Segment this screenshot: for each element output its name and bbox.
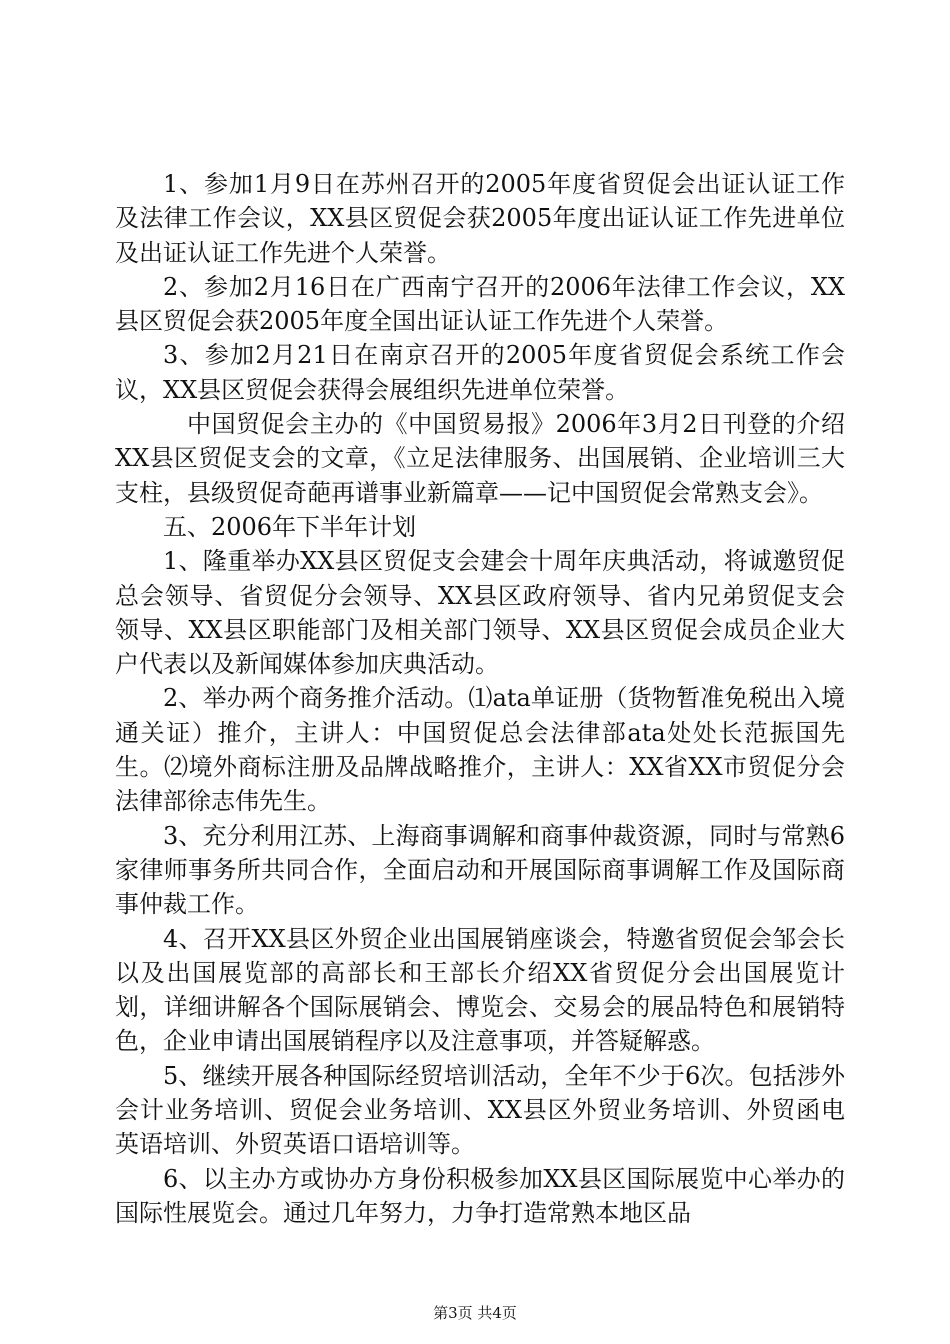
paragraph-4: 中国贸促会主办的《中国贸易报》2006年3月2日刊登的介绍XX县区贸促支会的文章，《立足法律服务、出国展销、企业培训三大支柱，县级贸促奇葩再谱事业新篇章——记中国贸促会常熟支会》。	[115, 410, 845, 507]
paragraph-1: 1、参加1月9日在苏州召开的2005年度省贸促会出证认证工作及法律工作会议，XX县区贸促会获2005年度出证认证工作先进单位及出证认证工作先进个人荣誉。	[115, 170, 845, 267]
paragraph-8: 3、充分利用江苏、上海商事调解和商事仲裁资源，同时与常熟6家律师事务所共同合作，全面启动和开展国际商事调解工作及国际商事仲裁工作。	[115, 821, 845, 919]
paragraph-6: 1、隆重举办XX县区贸促支会建会十周年庆典活动，将诚邀贸促总会领导、省贸促分会领导、XX县区政府领导、省内兄弟贸促支会领导、XX县区职能部门及相关部门领导、XX县区贸促会成员企业大户代表以及新闻媒体参加庆典活动。	[115, 547, 845, 679]
paragraph-11: 6、以主办方或协办方身份积极参加XX县区国际展览中心举办的国际性展览会。通过几年努力，力争打造常熟本地区品	[115, 1164, 845, 1227]
paragraph-10: 5、继续开展各种国际经贸培训活动，全年不少于6次。包括涉外会计业务培训、贸促会业务培训、XX县区外贸业务培训、外贸函电英语培训、外贸英语口语培训等。	[115, 1061, 845, 1159]
document-body	[115, 167, 845, 1230]
paragraph-9: 4、召开XX县区外贸企业出国展销座谈会，特邀省贸促会邹会长以及出国展览部的高部长和王部长介绍XX省贸促分会出国展览计划，详细讲解各个国际展销会、博览会、交易会的展品特色和展销特色，企业申请出国展销程序以及注意事项，并答疑解惑。	[115, 924, 845, 1056]
paragraph-3: 3、参加2月21日在南京召开的2005年度省贸促会系统工作会议，XX县区贸促会获得会展组织先进单位荣誉。	[115, 341, 845, 404]
paragraph-2: 2、参加2月16日在广西南宁召开的2006年法律工作会议，XX县区贸促会获2005年度全国出证认证工作先进个人荣誉。	[115, 272, 845, 336]
paragraph-7: 2、举办两个商务推介活动。⑴ata单证册（货物暂准免税出入境通关证）推介，主讲人：中国贸促总会法律部ata处处长范振国先生。⑵境外商标注册及品牌战略推介，主讲人：XX省XX市贸促分会法律部徐志伟先生。	[115, 684, 845, 816]
page-number-footer: 第3页 共4页	[433, 1304, 517, 1322]
section-heading: 五、2006年下半年计划	[163, 512, 417, 541]
